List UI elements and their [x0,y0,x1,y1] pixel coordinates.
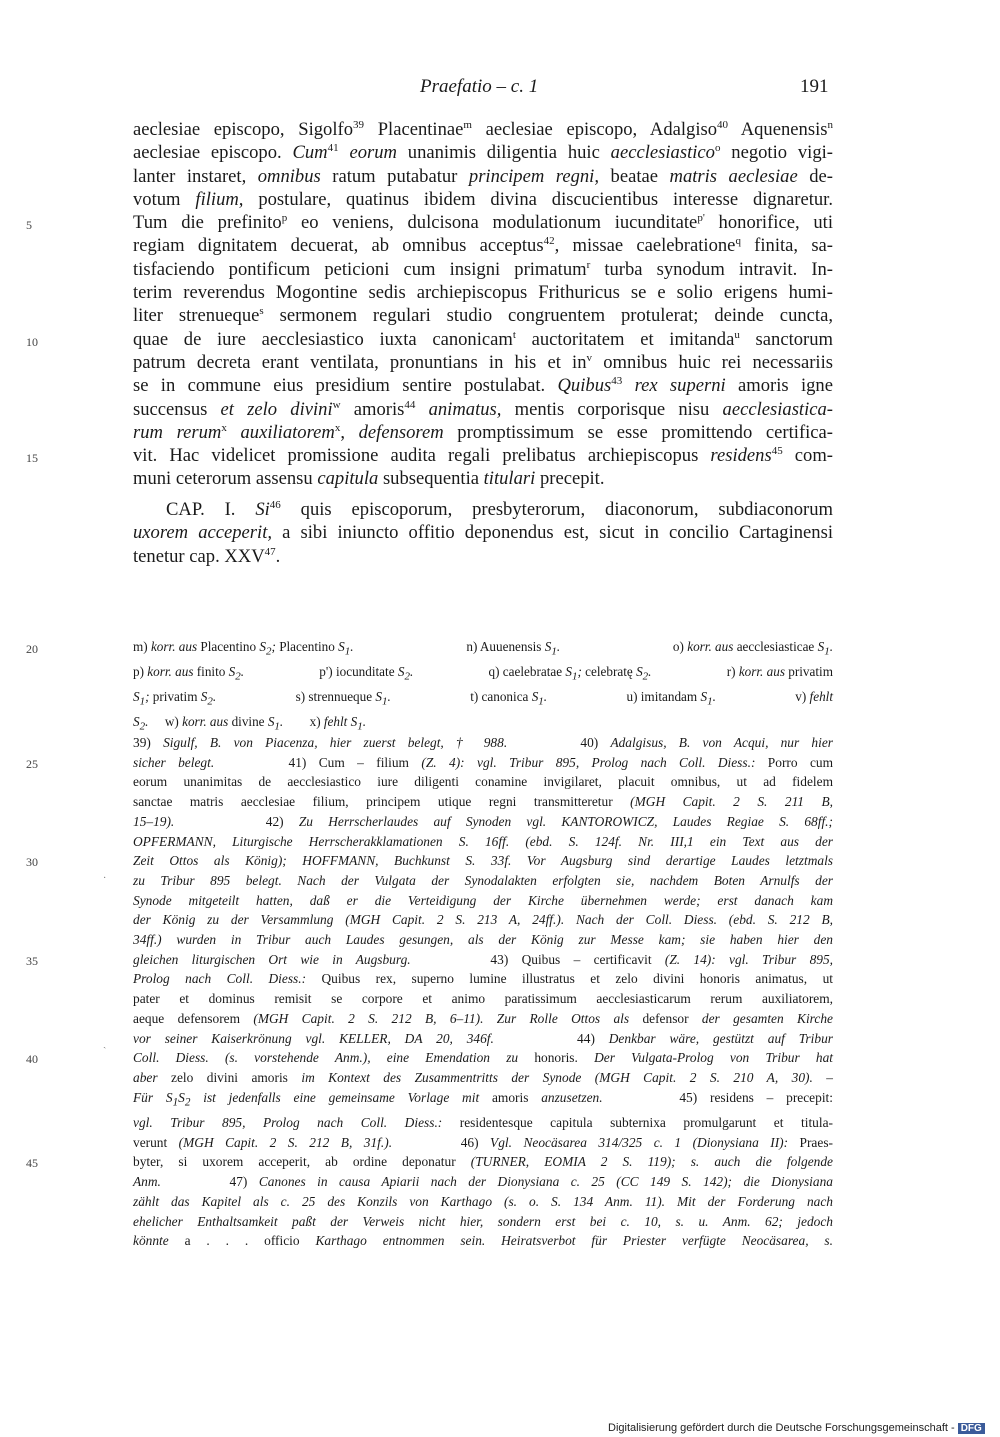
commentary-line-text: zählt das Kapitel als c. 25 des Konzils von Karthago (s. o. S. 134 Anm. 11). Mit der Forderung nach [133,1193,833,1209]
apparatus-entry: p) korr. aus finito $S_2$. [133,664,245,683]
commentary-line [133,733,833,753]
text-line [133,421,833,444]
apparatus-line [133,687,833,712]
chapter-line-text: CAP. I. Si$^{46}$ quis episcoporum, presbyterorum, diaconorum, subdiaconorum [166,498,833,520]
page-number: 191 [800,76,829,97]
apparatus-entry: $S_1$; privatim $S_2$. [133,689,217,708]
apparatus-entry: t) canonica $S_1$. [470,689,548,708]
chapter-one-text [133,498,833,568]
apparatus-line [133,662,833,687]
commentary-line-text: Für $S_1S_2$ ist jedenfalls eine gemeinsame Vorlage mit amoris anzusetzen. 45) residens – precepit: [133,1089,833,1109]
commentary-line-text: der König zu der Versammlung (MGH Capit. 2 S. 213 A, 24ff.). Nach der Coll. Diess. (ebd. S. 212 B, [133,912,833,928]
commentary-line [133,1088,833,1113]
text-line-text: muni ceterorum assensu capitula subsequentia titulari precepit. [133,468,605,490]
text-line [26,328,833,351]
commentary-line-text: Zeit Ottos als König); HOFFMANN, Buchkunst S. 33f. Vor Augsburg sind derartige Laudes letztmals [133,853,833,869]
commentary-line-text: Anm. 47) Canones in causa Apiarii nach der Dionysiana c. 25 (CC 149 S. 142); die Dionysiana [133,1174,833,1190]
commentary-line [26,1048,834,1068]
commentary-line-text: aber zelo divini amoris im Kontext des Zusammentritts der Synode (MGH Capit. 2 S. 210 A, 30). – [133,1069,833,1085]
commentary-line [26,851,833,871]
main-text-block [26,118,834,491]
line-number: 35 [26,953,38,968]
commentary-line-text: zu Tribur 895 belegt. Nach der Vulgata der Synodalakten erfolgten sie, nachdem Boten Arnulfs der [133,872,833,888]
commentary-line-text: 39) Sigulf, B. von Piacenza, hier zuerst belegt, † 988. 40) Adalgisus, B. von Acqui, nur hier [133,735,833,750]
apparatus-entry: $S_2$. w) korr. aus divine $S_1$. x) fehlt $S_1$. [133,714,367,734]
critical-apparatus [26,637,833,738]
commentary-line [133,910,833,930]
commentary-line [133,969,833,989]
text-line-text: se in commune eius presidium sentire postulabat. Quibus$^{43}$ rex superni amoris igne [133,375,833,397]
margin-tick: · [103,873,107,884]
chapter-line [133,498,833,521]
commentary-line [133,812,833,832]
text-line [133,165,833,188]
text-line [133,351,833,374]
text-line-text: rum rerum$^x$ auxiliatorem$^x$, defensorem promptissimum se esse promittendo certifica- [133,421,833,443]
digitization-footer [608,1422,985,1434]
text-line [133,467,833,490]
commentary-line-text: Synode mitgeteilt hatten, daß er die Verteidigung der Kirche übernehmen werde; erst danach kam [133,892,833,908]
commentary-line [133,1133,833,1153]
commentary-line-text: vor seiner Kaiserkrönung vgl. KELLER, DA 20, 346f. 44) Denkbar wäre, gestützt auf Tribur [133,1030,833,1046]
apparatus-entry: u) imitandam $S_1$. [626,689,716,708]
text-line [133,258,833,281]
line-number: 5 [26,218,32,233]
text-line-text: terim reverendus Mogontine sedis archiepiscopus Frithuricus se e solio erigens humi- [133,282,833,304]
commentary-line-text: 15–19). 42) Zu Herrscherlaudes auf Synoden vgl. KANTOROWICZ, Laudes Regiae S. 68ff.; [133,813,833,829]
apparatus-entry: r) korr. aus privatim [726,664,833,680]
text-line-text: liter strenueque$^s$ sermonem regulari studio congruentem protulerat; deinde cuncta, [133,305,833,327]
commentary-line [133,1029,833,1049]
commentary-line [133,832,833,852]
chapter-line [133,521,833,544]
apparatus-entry: q) caelebratae $S_1$; celebratę $S_2$. [488,664,652,683]
apparatus-entry: n) Auuenensis $S_1$. [466,639,561,658]
text-line [133,188,833,211]
commentary-line-text: gleichen liturgischen Ort wie in Augsburg. 43) Quibus – certificavit (Z. 14): vgl. Tribur 895, [133,951,834,967]
text-line [133,141,833,164]
text-line [133,374,833,397]
commentary-line [133,1212,833,1232]
apparatus-entry: m) korr. aus Placentino $S_2$; Placentino $S_1$. [133,639,354,658]
text-line-text: lanter instaret, omnibus ratum putabatur principem regni, beatae matris aeclesiae de- [133,165,833,187]
commentary-line-text: 34ff.) wurden in Tribur auch Laudes gesungen, als der König zur Messe kam; sie haben hier den [133,932,833,948]
commentary-line-text: verunt (MGH Capit. 2 S. 212 B, 31f.). 46) Vgl. Neocäsarea 314/325 c. 1 (Dionysiana II): Praes- [133,1134,833,1150]
commentary-line [133,1192,833,1212]
apparatus-entry: v) fehlt [795,689,833,705]
commentary-line-text: sicher belegt. 41) Cum – filium (Z. 4): vgl. Tribur 895, Prolog nach Coll. Diess.: Porro cum [133,754,834,770]
chapter-line [133,545,833,568]
commentary-line-text: aeque defensorem (MGH Capit. 2 S. 212 B, 6–11). Zur Rolle Ottos als defensor der gesamten Kirche [133,1010,833,1026]
text-line-text: aeclesiae episcopo. Cum$^{41}$ eorum unanimis diligentia huic aecclesiastico$^o$ negotio vigi- [133,142,834,164]
apparatus-entry: o) korr. aus aecclesiasticae $S_1$. [672,639,833,658]
commentary-line [133,1172,833,1192]
commentary-line [133,792,833,812]
text-line-text: vit. Hac videlicet promissione audita regali prelibatus archiepiscopus residens$^{45}$ com- [133,444,833,467]
commentary-line-text: byter, si uxorem acceperit, ab ordine deponatur (TURNER, EOMIA 2 S. 119); s. auch die folgende [133,1154,833,1170]
commentary-line-text: vgl. Tribur 895, Prolog nach Coll. Diess.: residentesque capitula subternixa promulgarunt et titula- [133,1115,833,1131]
commentary-line [133,1068,833,1088]
commentary-line [133,1231,833,1251]
commentary-notes [26,733,834,1251]
commentary-line-text: OPFERMANN, Liturgische Herrscherakklamationen S. 16ff. (ebd. S. 124f. Nr. III,1 ein Text aus der [133,833,833,849]
commentary-line [26,753,834,773]
dfg-logo: DFG [958,1423,985,1434]
commentary-line [133,772,833,792]
commentary-line [133,1113,833,1133]
text-line [133,234,833,257]
footer-banner-text: Digitalisierung gefördert durch die Deutsche Forschungsgemeinschaft - [608,1422,955,1434]
line-number: 10 [26,334,38,349]
text-line [133,118,833,141]
apparatus-entry: p') iocunditate $S_2$. [319,664,414,683]
line-number: 45 [26,1156,38,1171]
commentary-line-text: könnte a . . . officio Karthago entnommen sein. Heiratsverbot für Priester verfügte Neocäsarea, s. [133,1233,833,1249]
text-line-text: regiam dignitatem decuerat, ab omnibus acceptus$^{42}$, missae caelebratione$^q$ finita, sa- [133,235,833,257]
commentary-line [26,950,834,970]
text-line-text: patrum decreta erant ventilata, pronuntians in his et $in^v$ omnibus huic rei necessariis [133,351,833,373]
commentary-line [26,1152,833,1172]
text-line-text: succensus et zelo divini$^w$ amoris$^{44}$ animatus, mentis corporisque nisu aecclesiastica- [133,398,833,420]
commentary-line-text: pater et dominus remisit se corpore et animo paratissimum aecclesiasticarum rerum auxiliatorem, [133,991,833,1007]
commentary-line [133,891,833,911]
text-line [133,281,833,304]
apparatus-line [26,637,833,662]
commentary-line [133,871,833,891]
apparatus-entry: s) strennueque $S_1$. [295,689,391,708]
text-line-text: votum filium, postulare, quatinus ibidem divina discucientibus interesse dignaretur. [133,188,833,210]
text-line [133,304,833,327]
commentary-line-text: ehelicher Enthaltsamkeit paßt der Verweis nicht hier, sondern erst bei c. 10, s. u. Anm. 62; jedoch [133,1213,833,1229]
text-line [26,211,833,234]
chapter-line-text: uxorem acceperit, a sibi iniuncto offitio deponendus est, sicut in concilio Cartaginensi [133,522,833,544]
text-line-text: quae de iure aecclesiastico iuxta canonicam$^t$ auctoritatem et imitanda$^u$ sanctorum [133,328,833,350]
line-number: 30 [26,855,38,870]
commentary-line [133,930,833,950]
text-line [26,444,833,467]
commentary-line [133,989,833,1009]
line-number: 15 [26,451,38,466]
running-head-title: Praefatio – c. 1 [420,76,539,97]
text-line-text: tisfaciendo pontificum peticioni cum insigni primatum$^r$ turba synodum intravit. In- [133,258,833,280]
commentary-line-text: sanctae matris aecclesiae filium, principem utique regni transmitteretur (MGH Capit. 2 S. 211 B, [133,794,833,810]
chapter-line-text: tenetur cap. XXV$^{47}$. [133,545,281,567]
commentary-line-text: Coll. Diess. (s. vorstehende Anm.), eine Emendation zu honoris. Der Vulgata-Prolog von Tribur hat [133,1050,834,1066]
line-number: 20 [26,642,38,656]
margin-tick: ˎ [103,1038,107,1049]
text-line-text: Tum die prefinito$^p$ eo veniens, dulcisona modulationum iucunditate$^{p'}$ honorifice, uti [133,212,833,234]
text-line-text: aeclesiae episcopo, Sigolfo$^{39}$ Placentinae$^m$ aeclesiae episcopo, Adalgiso$^{40}$ Aquenensis$^n$ [133,118,833,140]
line-number: 25 [26,756,38,771]
commentary-line-text: Prolog nach Coll. Diess.: Quibus rex, superno lumine illustratus et zelo divini honoris animatus, ut [133,971,833,987]
commentary-line [133,1009,833,1029]
commentary-line-text: eorum unanimitas de aecclesiastico iure diligenti conamine invigilaret, placuit omnibus, ut ad fidelem [133,774,833,790]
line-number: 40 [26,1052,38,1067]
text-line [133,398,833,421]
